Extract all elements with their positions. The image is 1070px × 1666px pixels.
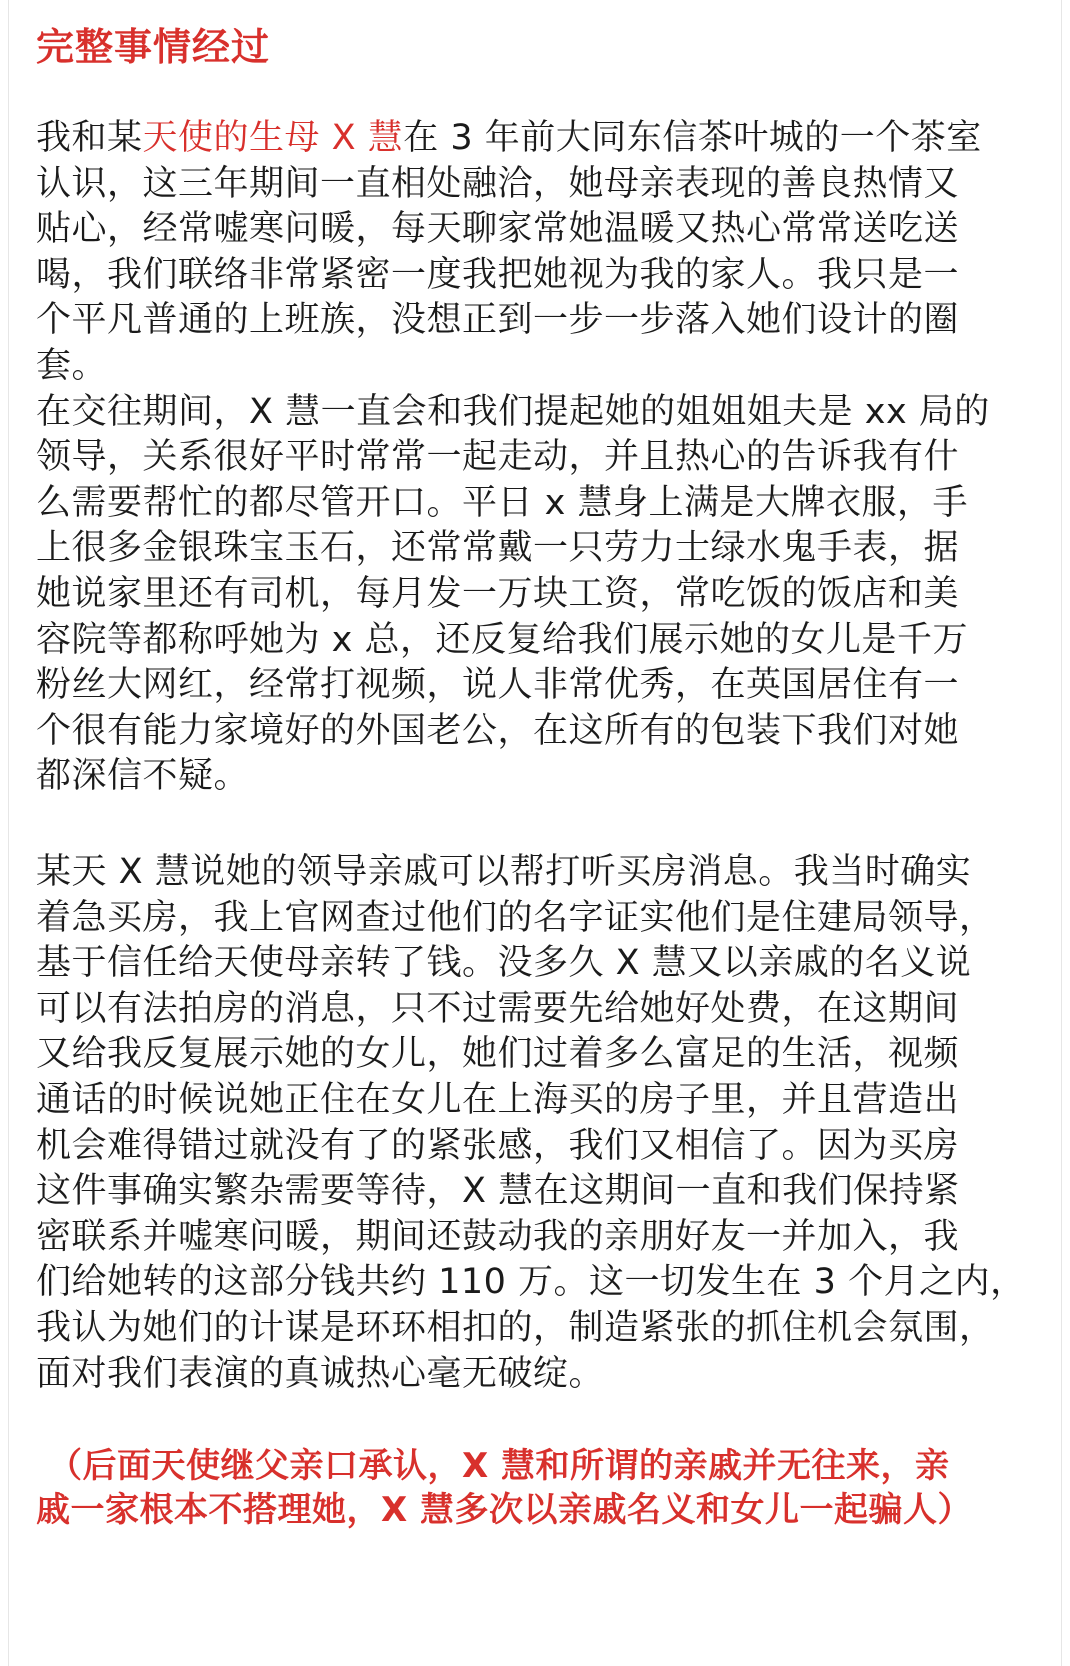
paragraph-1-line: 个平凡普通的上班族，没想正到一步一步落入她们设计的圈 (36, 300, 960, 341)
paragraph-2-line: 面对我们表演的真诚热心毫无破绽。 (36, 1353, 605, 1394)
paragraph-2-line: 我认为她们的计谋是环环相扣的，制造紧张的抓住机会氛围， (36, 1307, 995, 1348)
paragraph-2 (36, 850, 1036, 1397)
paragraph-2-line: 通话的时候说她正住在女儿在上海买的房子里，并且营造出 (36, 1079, 960, 1120)
paragraph-1 (36, 116, 1036, 800)
document-title: 完整事情经过 (36, 25, 271, 69)
closing-note (36, 1444, 1036, 1532)
paragraph-1-line: 认识，这三年期间一直相处融洽，她母亲表现的善良热情又 (36, 163, 960, 204)
paragraph-2-line: 机会难得错过就没有了的紧张感，我们又相信了。因为买房 (36, 1125, 960, 1166)
paragraph-1-line: 个很有能力家境好的外国老公，在这所有的包装下我们对她 (36, 710, 960, 751)
line-1-suffix: 在 3 年前大同东信茶叶城的一个茶室 (403, 118, 982, 158)
paragraph-1-line: 她说家里还有司机，每月发一万块工资，常吃饭的饭店和美 (36, 573, 960, 614)
page-edge-right (1061, 0, 1062, 1666)
paragraph-2-line: 们给她转的这部分钱共约 110 万。这一切发生在 3 个月之内， (36, 1262, 1026, 1303)
closing-note-line: （后面天使继父亲口承认，X 慧和所谓的亲戚并无往来，亲 (48, 1446, 950, 1486)
line-1-prefix: 我和某 (36, 118, 143, 158)
closing-note-line: 戚一家根本不搭理她，X 慧多次以亲戚名义和女儿一起骗人） (36, 1490, 973, 1530)
paragraph-1-line: 么需要帮忙的都尽管开口。平日 x 慧身上满是大牌衣服，手 (36, 482, 968, 523)
paragraph-1-line: 在交往期间，X 慧一直会和我们提起她的姐姐姐夫是 xx 局的 (36, 391, 990, 432)
paragraph-2-line: 某天 X 慧说她的领导亲戚可以帮打听买房消息。我当时确实 (36, 852, 972, 892)
paragraph-2-line: 密联系并嘘寒问暖，期间还鼓动我的亲朋好友一并加入，我 (36, 1216, 960, 1257)
paragraph-1-line: 都深信不疑。 (36, 756, 250, 797)
paragraph-1-line: 上很多金银珠宝玉石，还常常戴一只劳力士绿水鬼手表，据 (36, 528, 960, 569)
paragraph-2-line: 这件事确实繁杂需要等待，X 慧在这期间一直和我们保持紧 (36, 1171, 960, 1212)
paragraph-2-line: 基于信任给天使母亲转了钱。没多久 X 慧又以亲戚的名义说 (36, 943, 972, 984)
paragraph-2-line: 着急买房，我上官网查过他们的名字证实他们是住建局领导， (36, 897, 995, 938)
paragraph-2-line: 可以有法拍房的消息，只不过需要先给她好处费，在这期间 (36, 988, 960, 1029)
paragraph-1-line: 贴心，经常嘘寒问暖，每天聊家常她温暖又热心常常送吃送 (36, 209, 960, 250)
paragraph-2-line: 又给我反复展示她的女儿，她们过着多么富足的生活，视频 (36, 1034, 960, 1075)
paragraph-1-line-1 (36, 116, 1036, 162)
paragraph-1-line: 容院等都称呼她为 x 总，还反复给我们展示她的女儿是千万 (36, 619, 968, 660)
page-edge-left (8, 0, 9, 1666)
highlighted-name: 天使的生母 X 慧 (142, 118, 404, 158)
paragraph-1-line: 粉丝大网红，经常打视频，说人非常优秀，在英国居住有一 (36, 665, 960, 706)
paragraph-1-line: 套。 (36, 345, 108, 386)
paragraph-1-line: 喝，我们联络非常紧密一度我把她视为我的家人。我只是一 (36, 254, 960, 295)
paragraph-1-line: 领导，关系很好平时常常一起走动，并且热心的告诉我有什 (36, 437, 960, 478)
